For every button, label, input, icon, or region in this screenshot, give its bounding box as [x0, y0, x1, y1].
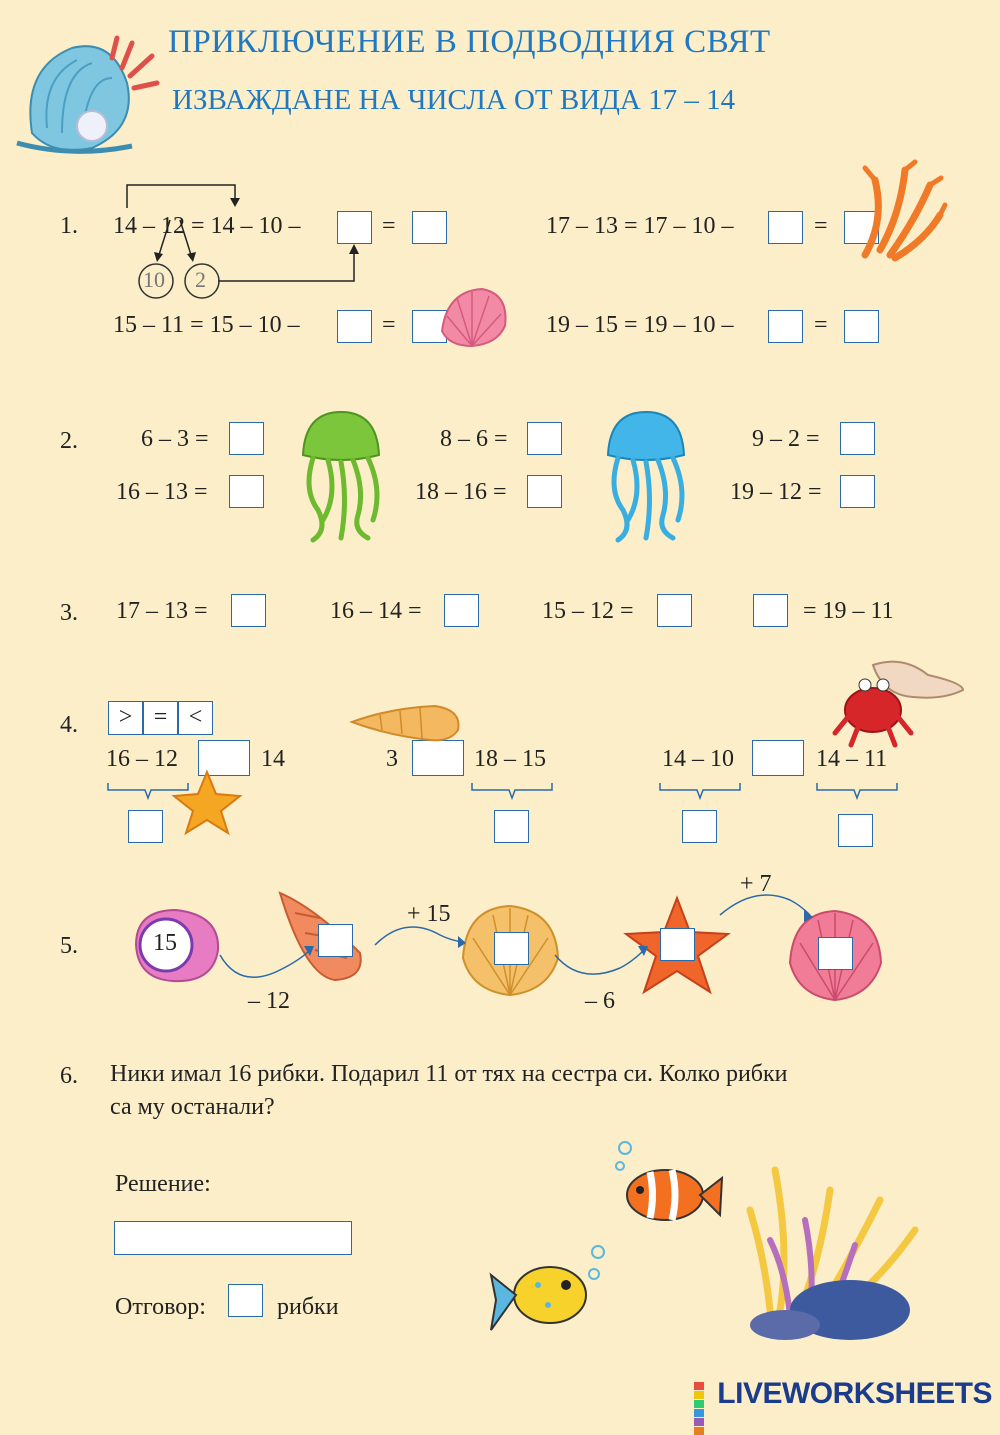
chain-op-1: – 12: [248, 988, 290, 1014]
chain-arrows: [200, 880, 900, 1000]
task4-compare-box-3[interactable]: [752, 740, 804, 776]
task2-expr-5: 18 – 16 =: [415, 479, 507, 505]
task1-number: 1.: [60, 213, 78, 239]
task4-expr-2: 14: [261, 746, 285, 772]
task6-problem-line-2: са му останали?: [110, 1094, 275, 1120]
yellow-fish-icon: [488, 1240, 618, 1340]
chain-op-4: + 7: [740, 871, 772, 897]
symbol-less[interactable]: <: [178, 701, 213, 735]
task2-expr-4: 16 – 13 =: [116, 479, 208, 505]
task1-expr-1: 14 – 12 = 14 – 10 –: [113, 213, 301, 239]
task1-eq-2: =: [814, 213, 828, 239]
task1-expr-2: 17 – 13 = 17 – 10 –: [546, 213, 734, 239]
task3-answer-box-1[interactable]: [231, 594, 266, 627]
task1-answer-box-4a[interactable]: [768, 310, 803, 343]
task1-expr-4: 19 – 15 = 19 – 10 –: [546, 312, 734, 338]
task4-expr-1: 16 – 12: [106, 746, 178, 772]
task2-answer-box-6[interactable]: [840, 475, 875, 508]
liveworksheets-logo-icon: [694, 1382, 714, 1408]
task1-answer-box-4b[interactable]: [844, 310, 879, 343]
task1-answer-box-3a[interactable]: [337, 310, 372, 343]
task1-answer-box-2a[interactable]: [768, 211, 803, 244]
solution-input[interactable]: [114, 1221, 352, 1255]
task3-answer-box-2[interactable]: [444, 594, 479, 627]
page-title: ПРИКЛЮЧЕНИЕ В ПОДВОДНИЯ СВЯТ: [168, 24, 771, 60]
task1-answer-box-1b[interactable]: [412, 211, 447, 244]
task1-eq-3: =: [382, 312, 396, 338]
chain-start-value: 15: [153, 930, 177, 956]
task4-expr-3: 3: [386, 746, 398, 772]
task5-number: 5.: [60, 933, 78, 959]
task3-answer-box-3[interactable]: [657, 594, 692, 627]
task4-result-box-1[interactable]: [128, 810, 163, 843]
clam-shell-icon: [12, 38, 162, 158]
task6-problem-line-1: Ники имал 16 рибки. Подарил 11 от тях на сестра си. Колко рибки: [110, 1061, 788, 1087]
task4-result-box-3[interactable]: [682, 810, 717, 843]
task3-answer-box-4[interactable]: [753, 594, 788, 627]
hermit-crab-icon: [833, 655, 968, 750]
task2-expr-3: 9 – 2 =: [752, 426, 820, 452]
task2-expr-6: 19 – 12 =: [730, 479, 822, 505]
solution-label: Решение:: [115, 1171, 211, 1197]
task3-expr-4: = 19 – 11: [803, 598, 894, 624]
coral-icon: [845, 160, 945, 260]
answer-unit: рибки: [277, 1294, 339, 1320]
task3-expr-3: 15 – 12 =: [542, 598, 634, 624]
answer-label: Отговор:: [115, 1294, 206, 1320]
conch-shell-icon: [350, 700, 465, 745]
symbol-greater[interactable]: >: [108, 701, 143, 735]
task2-answer-box-3[interactable]: [840, 422, 875, 455]
task3-expr-2: 16 – 14 =: [330, 598, 422, 624]
task4-expr-5: 14 – 10: [662, 746, 734, 772]
task1-eq-1: =: [382, 213, 396, 239]
task2-answer-box-1[interactable]: [229, 422, 264, 455]
task2-number: 2.: [60, 428, 78, 454]
task2-answer-box-2[interactable]: [527, 422, 562, 455]
task4-braces: [0, 780, 900, 810]
task4-number: 4.: [60, 712, 78, 738]
chain-op-3: – 6: [585, 988, 615, 1014]
task1-expr-3: 15 – 11 = 15 – 10 –: [113, 312, 300, 338]
task3-number: 3.: [60, 600, 78, 626]
jellyfish-blue-icon: [598, 410, 693, 545]
answer-input-box[interactable]: [228, 1284, 263, 1317]
liveworksheets-logo[interactable]: [694, 1377, 992, 1411]
liveworksheets-logo-text: LIVEWORKSHEETS: [717, 1377, 992, 1410]
symbol-equal[interactable]: =: [143, 701, 178, 735]
task4-result-box-4[interactable]: [838, 814, 873, 847]
task2-answer-box-4[interactable]: [229, 475, 264, 508]
task1-eq-4: =: [814, 312, 828, 338]
page-subtitle: ИЗВАЖДАНЕ НА ЧИСЛА ОТ ВИДА 17 – 14: [172, 84, 736, 116]
task3-expr-1: 17 – 13 =: [116, 598, 208, 624]
task4-expr-4: 18 – 15: [474, 746, 546, 772]
chain-op-2: + 15: [407, 901, 451, 927]
starfish-icon: [172, 770, 242, 835]
scallop-shell-icon: [437, 286, 512, 351]
task2-expr-2: 8 – 6 =: [440, 426, 508, 452]
task6-number: 6.: [60, 1063, 78, 1089]
task2-answer-box-5[interactable]: [527, 475, 562, 508]
decomp-value-2: 2: [195, 267, 206, 292]
decomp-value-10: 10: [143, 267, 165, 292]
coral-reef-icon: [730, 1150, 930, 1340]
clownfish-icon: [610, 1140, 725, 1240]
jellyfish-green-icon: [293, 410, 388, 545]
task4-expr-6: 14 – 11: [816, 746, 888, 772]
task4-compare-box-2[interactable]: [412, 740, 464, 776]
task2-expr-1: 6 – 3 =: [141, 426, 209, 452]
task4-result-box-2[interactable]: [494, 810, 529, 843]
